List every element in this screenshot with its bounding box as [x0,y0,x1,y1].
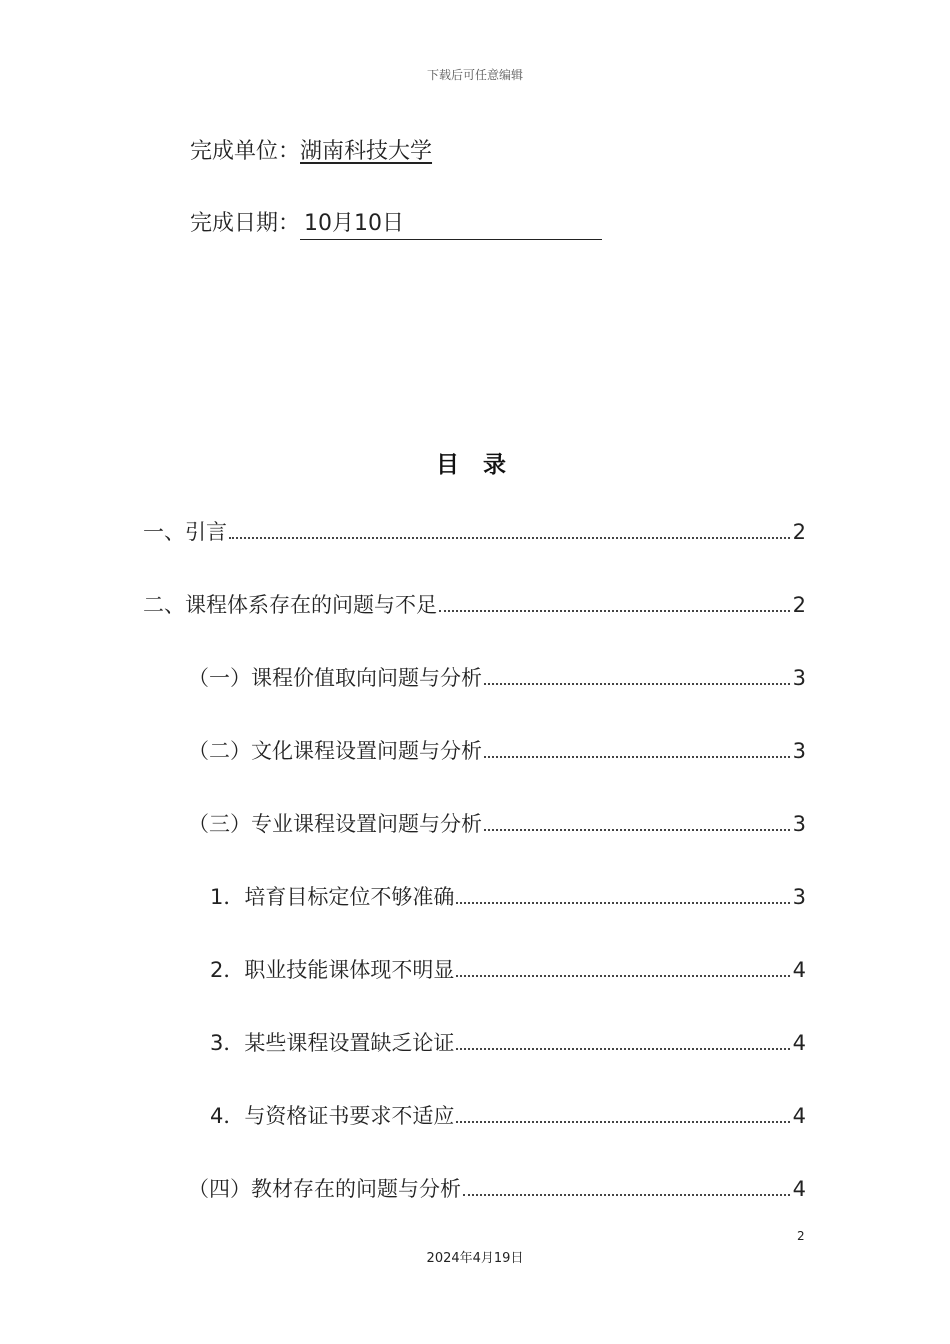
toc-dot-leader [456,902,789,904]
toc-entry-text: （三）专业课程设置问题与分析 [188,812,482,836]
toc-entry-page: 3 [792,739,806,763]
toc-entry-page: 4 [792,958,806,982]
toc-entry-page: 3 [792,812,806,836]
toc-entry[interactable] [210,1027,806,1067]
toc-entry[interactable] [210,881,806,921]
toc-dot-leader [484,683,790,685]
toc-entry-page: 4 [792,1104,806,1128]
toc-entry-page: 3 [792,885,806,909]
completion-unit-value: 湖南科技大学 [300,139,433,164]
toc-entry[interactable] [188,808,806,848]
toc-entry[interactable] [188,1173,806,1213]
toc-entry-text: 二、课程体系存在的问题与不足 [143,593,437,617]
toc-entry[interactable] [210,954,806,994]
toc-dot-leader [484,829,790,831]
toc-entry-text: 1．培育目标定位不够准确 [210,885,455,909]
completion-unit-line [190,134,432,165]
toc-entry[interactable] [143,516,806,556]
toc-entry-page: 4 [792,1177,806,1201]
toc-entry-text: 3．某些课程设置缺乏论证 [210,1031,455,1055]
completion-date-line [190,206,602,240]
toc-entry-page: 2 [792,593,806,617]
toc-entry[interactable] [188,662,806,702]
toc-entry-text: 4．与资格证书要求不适应 [210,1104,455,1128]
toc-entry-page: 3 [792,666,806,690]
footer-date: 2024年4月19日 [426,1251,524,1266]
toc-entry[interactable] [143,589,806,629]
toc-entry-page: 4 [792,1031,806,1055]
completion-date-value: 10月10日 [300,209,602,240]
completion-date-label: 完成日期： [190,211,301,236]
toc-dot-leader [439,610,790,612]
toc-entry-page: 2 [792,520,806,544]
toc-entry-text: 2．职业技能课体现不明显 [210,958,455,982]
toc-entry-text: （二）文化课程设置问题与分析 [188,739,482,763]
toc-entry-text: （四）教材存在的问题与分析 [188,1177,461,1201]
toc-dot-leader [456,975,789,977]
toc-entry-text: （一）课程价值取向问题与分析 [188,666,482,690]
toc-dot-leader [229,537,790,539]
toc-entry-text: 一、引言 [143,520,227,544]
toc-dot-leader [456,1121,789,1123]
toc-dot-leader [484,756,790,758]
toc-title: 目 录 [435,452,514,478]
toc-dot-leader [456,1048,789,1050]
header-note: 下载后可任意编辑 [426,68,523,82]
toc-entry[interactable] [210,1100,806,1140]
page-number: 2 [797,1229,805,1243]
toc-dot-leader [463,1194,790,1196]
toc-entry[interactable] [188,735,806,775]
completion-unit-label: 完成单位： [190,139,301,164]
